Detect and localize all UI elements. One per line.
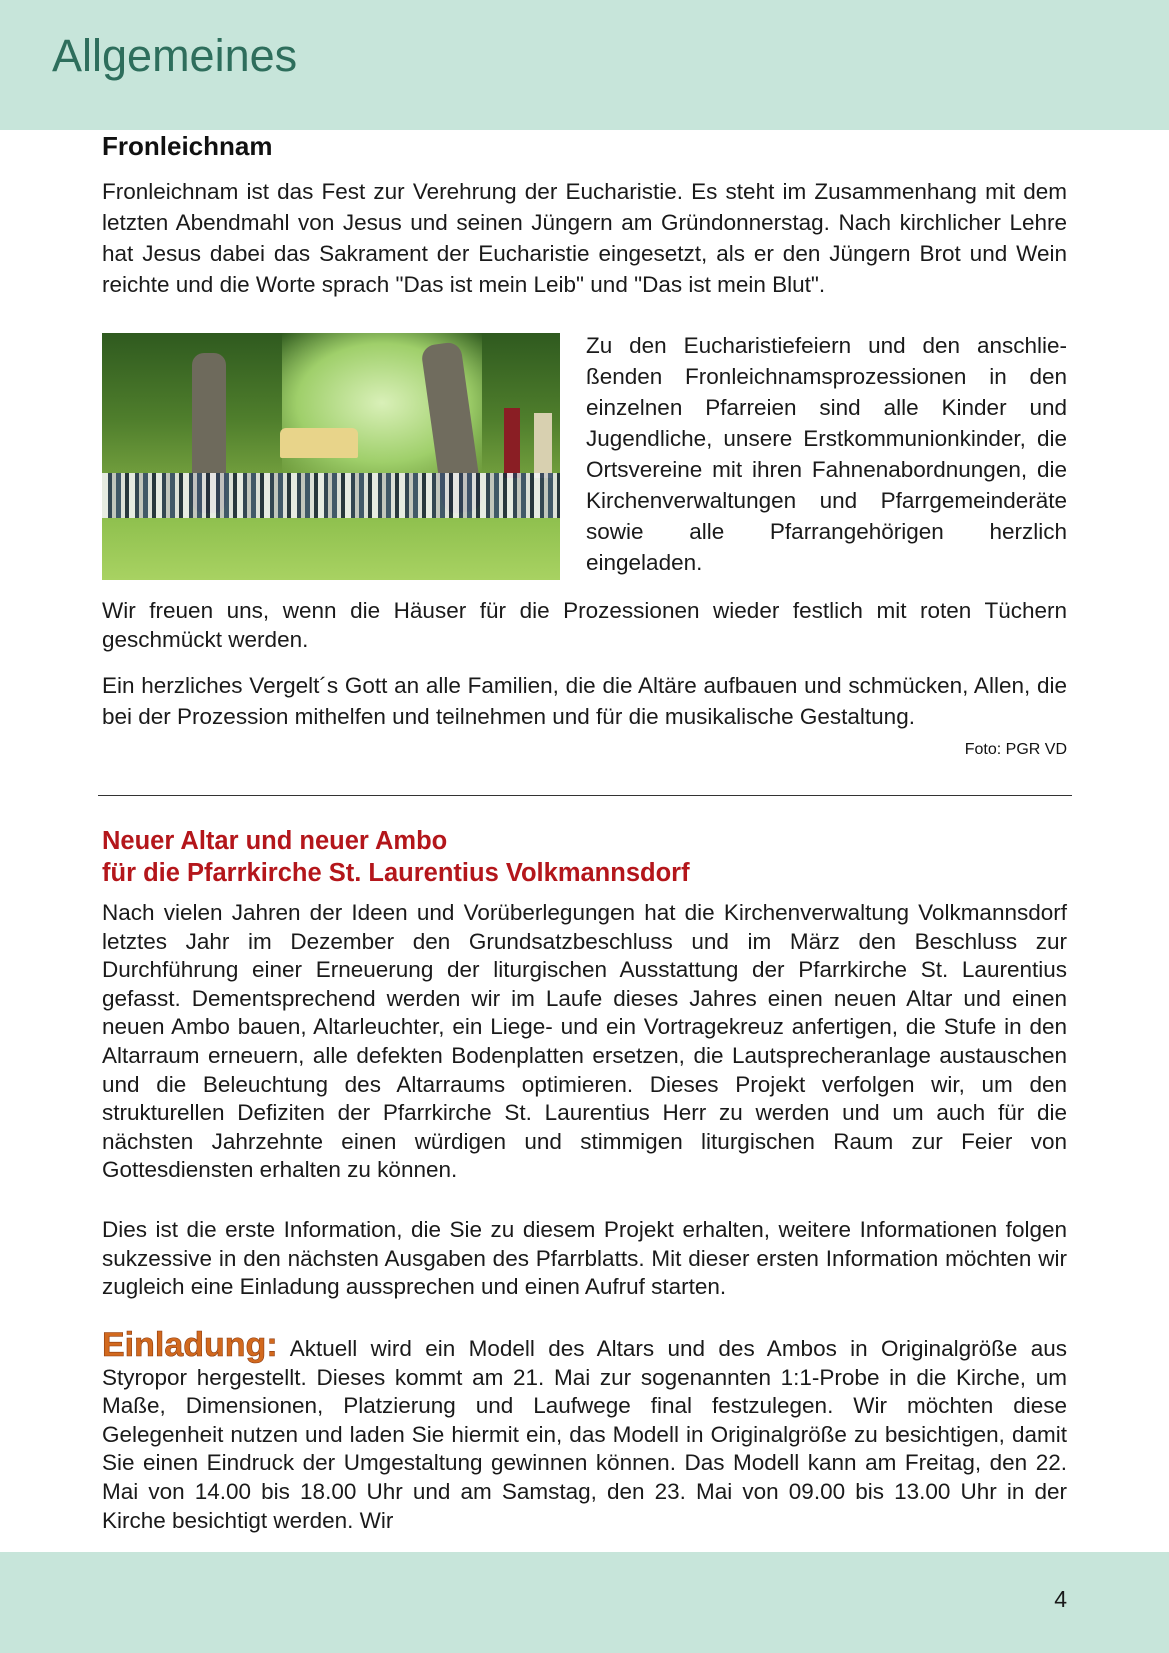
photo-flag-light <box>534 413 552 478</box>
einladung-label: Einladung: <box>102 1326 278 1364</box>
section-heading-altar <box>102 825 1067 889</box>
procession-photo <box>102 333 560 580</box>
photo-grass <box>102 518 560 580</box>
heading-line-1: Neuer Altar und neuer Ambo <box>102 827 448 855</box>
invitation-paragraph: Zu den Eucharistiefeiern und den anschließenden Fronleichnamsprozessionen in den einzelnen Pfarreien sind alle Kinder und Jugendliche, unsere Erstkommunionkinder, die Ortsvereine mit ihren Fahnenabordnungen, die Kirchenverwaltungen und Pfarrgemeinderäte sowie alle Pfarrangehörigen herzlich eingeladen. <box>586 333 1067 575</box>
page-number: 4 <box>1054 1586 1067 1612</box>
photo-credit: Foto: PGR VD <box>964 741 1067 758</box>
einladung-text: Aktuell wird ein Modell des Altars und des Ambos in Originalgröße aus Styropor hergestellt. Dieses kommt am 21. Mai zur sogenannten 1:1-Probe in die Kirche, um Maße, Dimensionen, Platzierung und Laufwege final festzulegen. Wir möchten diese Gelegenheit nutzen und laden Sie hiermit ein, das Modell in Originalgröße zu besichtigen, damit Sie einen Eindruck der Umgestaltung gewinnen können. Das Modell kann am Freitag, den 22. Mai von 14.00 bis 18.00 Uhr und am Samstag, den 23. Mai von 09.00 bis 13.00 Uhr in der Kirche besichtigt werden. Wir <box>102 1336 1067 1533</box>
footer-band <box>0 1552 1169 1653</box>
altar-body-paragraph: Nach vielen Jahren der Ideen und Vorüberlegungen hat die Kirchenverwaltung Volkmannsdorf letztes Jahr im Dezember den Grundsatzbeschluss und im März den Beschluss zur Durchführung einer Erneuerung der liturgischen Ausstattung der Pfarrkirche St. Laurentius gefasst. Dementsprechend werden wir im Laufe dieses Jahres einen neuen Altar und einen neuen Ambo bauen, Altarleuchter, ein Liege- und ein Vortragekreuz anfertigen, die Stufe in den Altarraum erneuern, alle defekten Bodenplatten ersetzen, die Lautsprecheranlage austauschen und die Beleuchtung des Altarraums optimieren. Dieses Projekt verfolgen wir, um den strukturellen Defiziten der Pfarrkirche St. Laurentius Herr zu werden und um auch für die nächsten Jahrzehnte einen würdigen und stimmigen liturgischen Raum zur Feier von Gottesdiensten erhalten zu können. <box>102 900 1067 1183</box>
page-category-title: Allgemeines <box>52 30 298 81</box>
heading-line-2: für die Pfarrkirche St. Laurentius Volkmannsdorf <box>102 859 690 887</box>
intro-paragraph: Fronleichnam ist das Fest zur Verehrung der Eucharistie. Es steht im Zusammenhang mit dem letzten Abendmahl von Jesus und seinen Jüngern am Gründonnerstag. Nach kirchlicher Lehre hat Jesus dabei das Sakrament der Eucharistie eingesetzt, als er den Jüngern Brot und Wein reichte und die Worte sprach "Das ist mein Leib" und "Das ist mein Blut". <box>102 179 1067 297</box>
einladung-paragraph <box>102 1326 1067 1535</box>
section-divider <box>98 795 1072 796</box>
thanks-paragraph: Ein herzliches Vergelt´s Gott an alle Familien, die die Altäre aufbauen und schmücken, Allen, die bei der Prozession mithelfen und teilnehmen und für die musikalische Gestaltung. <box>102 673 1067 729</box>
photo-flag-red <box>504 408 520 478</box>
houses-paragraph: Wir freuen uns, wenn die Häuser für die Prozessionen wieder festlich mit roten Tüchern geschmückt werden. <box>102 598 1067 652</box>
photo-crowd <box>102 473 560 518</box>
section-heading-fronleichnam: Fronleichnam <box>102 131 273 161</box>
photo-canopy <box>280 428 358 458</box>
altar-info-paragraph: Dies ist die erste Information, die Sie zu diesem Projekt erhalten, weitere Informationen folgen sukzessive in den nächsten Ausgaben des Pfarrblatts. Mit dieser ersten Information möchten wir zugleich eine Einladung aussprechen und einen Aufruf starten. <box>102 1217 1067 1300</box>
